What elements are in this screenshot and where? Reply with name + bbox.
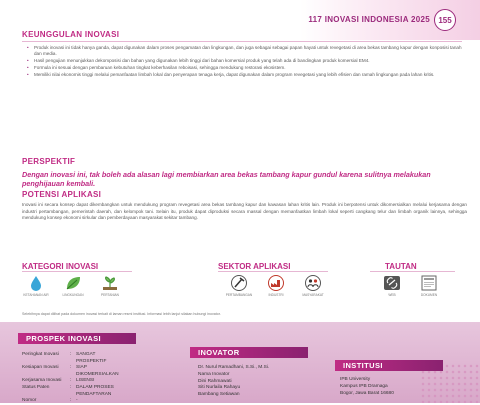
- divider: [218, 271, 328, 272]
- inovator-name: Dr. Nurul Ramadhani, S.Si., M.Si.: [198, 365, 270, 370]
- list-item: • Formula ini sesuai dengan pembaruan kebutuhan tingkat keberhasilan reboisasi, sehingga mendukung restorasi ekosistem.: [30, 65, 470, 71]
- inovator-name: Bambang Setiawan: [198, 392, 240, 398]
- document-icon[interactable]: [419, 274, 439, 292]
- kategori-item: PERTANIAN: [96, 274, 124, 297]
- section-title-sektor: SEKTOR APLIKASI: [218, 262, 291, 271]
- inovator-name: Nama Inovator: [198, 371, 230, 377]
- tautan-icons: [378, 274, 443, 297]
- section-title-tautan: TAUTAN: [385, 262, 417, 271]
- table-row: Status Paten : DALAM PROSES PENDAFTARAN: [22, 384, 114, 397]
- mining-icon: [229, 274, 249, 292]
- banner-prospek: PROSPEK INOVASI: [18, 333, 136, 344]
- table-row: Kerjasama Inovasi : LISENSI: [22, 378, 95, 384]
- inovator-name: Siti Nurlaila Rahayu: [198, 385, 241, 391]
- institusi-line: Bogor, Jawa Barat 16680: [340, 390, 394, 396]
- inovator-list: [198, 365, 269, 399]
- tautan-item-dokumen[interactable]: DOKUMEN: [415, 274, 443, 297]
- section-title-kategori: KATEGORI INOVASI: [22, 262, 99, 271]
- prospek-table: [22, 352, 126, 405]
- tautan-item-web[interactable]: WEB: [378, 274, 406, 297]
- section-title-potensi: POTENSI APLIKASI: [22, 190, 102, 199]
- kategori-item: LINGKUNGAN: [59, 274, 87, 297]
- link-icon[interactable]: [382, 274, 402, 292]
- list-item: • Memiliki nilai ekonomis tinggi melalui pemanfaatan limbah lokal dan penyerapan tenaga kerja, dapat digunakan dalam program revegetasi yang lebih efisien dan ramah lingkungan pada lahan kritis.: [30, 72, 470, 78]
- table-row: Nomor : -: [22, 398, 78, 404]
- community-icon: [303, 274, 323, 292]
- footnote: Selebihnya dapat dilihat pada dokumen inovasi terkait di laman resmi institusi. Informasi lebih lanjut silakan hubungi inovator.: [22, 312, 221, 316]
- sektor-icons: [225, 274, 327, 297]
- sektor-item: MASYARAKAT: [299, 274, 327, 297]
- banner-inovator: INOVATOR: [190, 347, 308, 358]
- banner-institusi: INSTITUSI: [335, 360, 443, 371]
- sektor-item: PERTAMBANGAN: [225, 274, 253, 297]
- plant-icon: [100, 274, 120, 292]
- potensi-text: Inovasi ini secara konsep dapat dikembangkan untuk mendukung program revegetasi area bekas tambang kapur dan kawasan lahan kritis lain. Produk ini berpotensi untuk dikomersialkan melalui kerjasama dengan industri pertambangan, pemerintah daerah, dan kelompok tani. Selain itu, produk dapat diproduksi secara massal dengan memanfaatkan limbah lokal seperti cangkang telur dan limbah organik lainnya, sehingga mendukung konsep ekonomi sirkular dan pemberdayaan masyarakat sekitar tambang.: [22, 202, 467, 221]
- inovator-name: Dini Rahmawati: [198, 378, 232, 384]
- divider: [22, 271, 132, 272]
- table-row: Kesiapan Inovasi : SIAP DIKOMERSIALKAN: [22, 365, 119, 377]
- sektor-item: INDUSTRI: [262, 274, 290, 297]
- water-icon: [26, 274, 46, 292]
- divider: [370, 271, 455, 272]
- table-row: Peringkat Inovasi : SANGAT PROSPEKTIF: [22, 352, 107, 364]
- kategori-icons: [22, 274, 124, 297]
- institusi-line: Kampus IPB Dramaga: [340, 383, 388, 389]
- factory-icon: [266, 274, 286, 292]
- book-title: 117 INOVASI INDONESIA 2025: [308, 15, 430, 24]
- divider: [22, 41, 462, 42]
- list-item: • Hasil pengujian menunjukkan dekomposisi dan bahan yang digunakan lebih tinggi dari bahan komersial produk yang telah ada di bandingkan produk komersial EM4.: [30, 58, 470, 64]
- page-number: 155: [434, 9, 456, 31]
- institusi-line: IPB University: [340, 377, 371, 382]
- kategori-item: KETAHANAN AIR: [22, 274, 50, 297]
- leaf-icon: [63, 274, 83, 292]
- institusi-list: [340, 377, 394, 397]
- section-title-keunggulan: KEUNGGULAN INOVASI: [22, 30, 120, 39]
- section-title-perspektif: PERSPEKTIF: [22, 157, 76, 166]
- keunggulan-list: [22, 45, 470, 79]
- perspektif-quote: Dengan inovasi ini, tak boleh ada alasan lagi membiarkan area bekas tambang kapur gundul karena sulitnya melakukan penghijauan kembali.: [22, 170, 431, 188]
- list-item: • Produk inovasi ini tidak hanya ganda, dapat digunakan dalam proses pengamatan dan lingkungan, dan juga sebagai sebagai papan hayati untuk revegetasi di area bekas tambang kapur dengan konposisi tanah dan media.: [30, 45, 470, 58]
